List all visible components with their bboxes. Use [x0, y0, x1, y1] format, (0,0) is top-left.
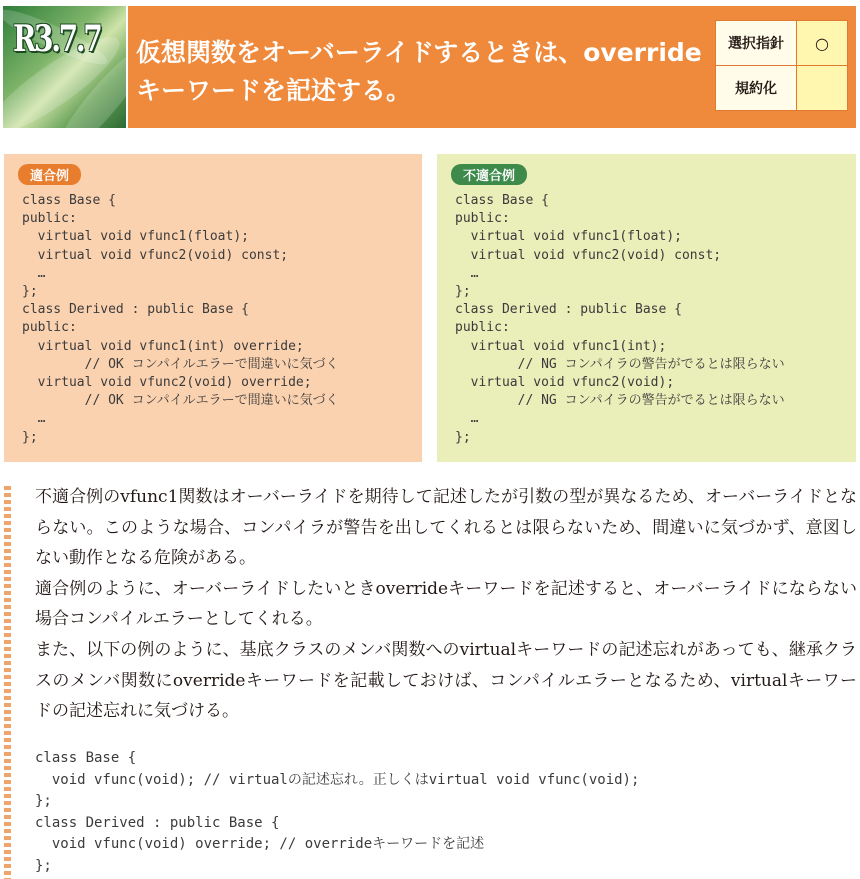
explanation-paragraph: また、以下の例のように、基底クラスのメンバ関数へのvirtualキーワードの記述忘れがあっても、継承クラスのメンバ関数にoverrideキーワードを記載しておけば、コンパイルエラーとなるため、virtualキーワードの記述忘れに気づける。	[35, 639, 857, 722]
example-code-block: class Base { void vfunc(void); // virtualの記述忘れ。正しくはvirtual void vfunc(void); }; class Derived : public Base { void vfunc(void) override; // overrideキーワードを記述 };	[35, 750, 640, 874]
rule-badge	[3, 6, 126, 128]
noncompliant-example-box	[437, 154, 856, 462]
explanation-paragraph: 適合例のように、オーバーライドしたいときoverrideキーワードを記述すると、オーバーライドにならない場合コンパイルエラーとしてくれる。	[35, 578, 857, 630]
rule-header	[0, 0, 860, 133]
rule-title-line2: キーワードを記述する。	[136, 76, 412, 105]
attribute-row	[716, 66, 848, 111]
rule-title	[136, 34, 716, 110]
rule-id: R3.7.7	[13, 18, 101, 60]
attribute-key: 規約化	[716, 66, 797, 111]
attribute-key: 選択指針	[716, 21, 797, 66]
noncompliant-example-code: class Base { public: virtual void vfunc1(float); virtual void vfunc2(void) const; … }; class Derived : public Base { public: virtual void vfunc1(int); // NG コンパイラの警告がでるとは限らない virtual void vfunc2(void); // NG コンパイラの警告がでるとは限らない … };	[455, 193, 785, 445]
attribute-table	[715, 20, 848, 111]
title-bar	[128, 6, 856, 128]
explanation-text	[35, 482, 857, 727]
compliant-example-code: class Base { public: virtual void vfunc1(float); virtual void vfunc2(void) const; … }; class Derived : public Base { public: virtual void vfunc1(int) override; // OK コンパイルエラーで間違いに気づく virtual void vfunc2(void) override; // OK コンパイルエラーで間違いに気づく … };	[22, 193, 339, 445]
attribute-value	[797, 66, 848, 111]
compliant-example-box	[4, 154, 422, 462]
side-marker	[4, 486, 11, 879]
attribute-value: ○	[797, 21, 848, 66]
explanation-paragraph: 不適合例のvfunc1関数はオーバーライドを期待して記述したが引数の型が異なるため、オーバーライドとならない。このような場合、コンパイラが警告を出してくれるとは限らないため、間違いに気づかず、意図しない動作となる危険がある。	[35, 487, 857, 569]
compliant-example-label: 適合例	[18, 164, 81, 185]
attribute-row	[716, 21, 848, 66]
rule-title-line1: 仮想関数をオーバーライドするときは、override	[136, 38, 702, 67]
noncompliant-example-label: 不適合例	[451, 164, 527, 185]
